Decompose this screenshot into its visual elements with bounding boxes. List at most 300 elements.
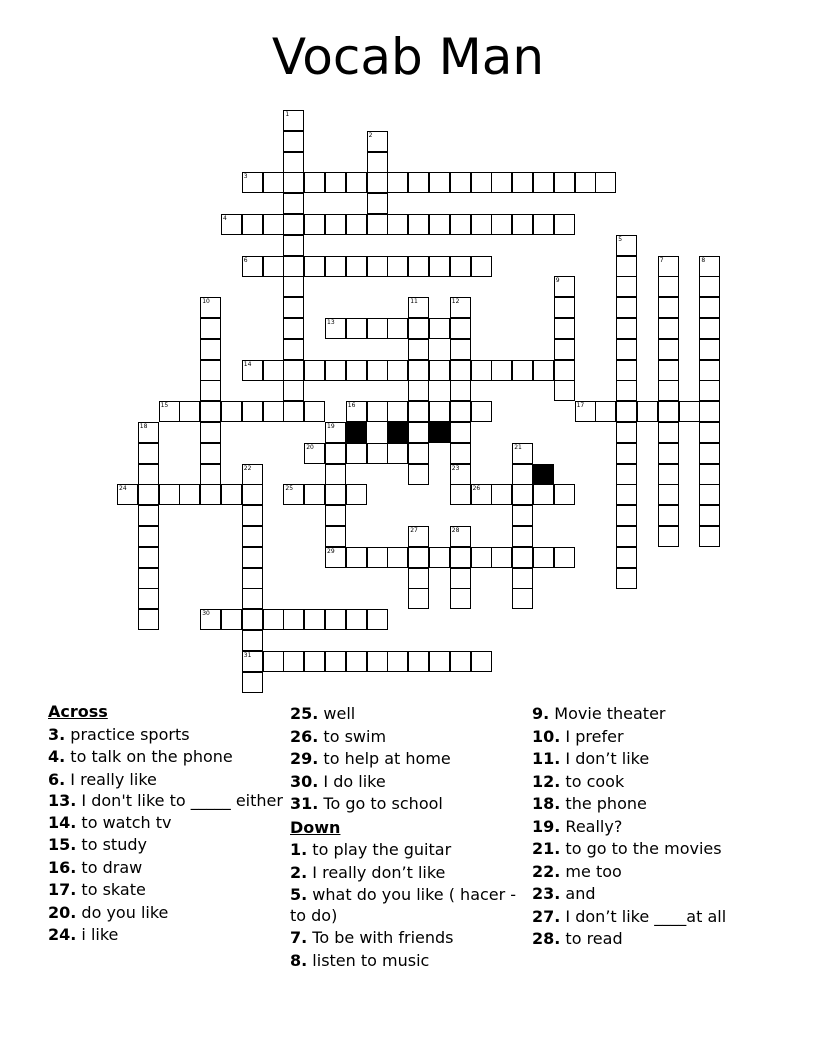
grid-cell[interactable] [138,568,159,589]
grid-cell[interactable] [346,651,367,672]
clue-text: I really don’t like [307,862,446,882]
grid-cell[interactable] [699,380,720,401]
grid-cell[interactable] [367,172,388,193]
grid-cell[interactable] [283,484,304,505]
clue-number-label: 11 [410,298,418,306]
grid-cell[interactable] [387,318,408,339]
clue-item [532,704,772,725]
clue-number-label: 3 [243,173,248,181]
grid-cell[interactable] [242,214,263,235]
grid-cell[interactable] [471,401,492,422]
grid-cell[interactable] [283,235,304,256]
grid-cell[interactable] [408,651,429,672]
grid-cell[interactable] [325,464,346,485]
grid-cell[interactable] [242,172,263,193]
grid-cell[interactable] [304,443,325,464]
clue-number: 3. [48,724,66,744]
grid-cell[interactable] [554,380,575,401]
grid-cell[interactable] [512,505,533,526]
clue-item [48,925,288,946]
grid-cell[interactable] [616,526,637,547]
grid-cell[interactable] [200,484,221,505]
clue-item [290,863,530,884]
grid-cell[interactable] [263,651,284,672]
grid-cell[interactable] [533,484,554,505]
grid-cell[interactable] [325,484,346,505]
grid-cell[interactable] [616,256,637,277]
grid-cell[interactable] [512,588,533,609]
grid-cell[interactable] [200,401,221,422]
grid-cell[interactable] [387,401,408,422]
grid-cell[interactable] [346,318,367,339]
grid-cell[interactable] [699,360,720,381]
grid-cell[interactable] [200,422,221,443]
grid-cell[interactable] [346,609,367,630]
clue-item [290,951,530,972]
grid-cell[interactable] [200,318,221,339]
grid-cell[interactable] [367,131,388,152]
grid-cell[interactable] [304,401,325,422]
grid-cell[interactable] [138,422,159,443]
grid-cell[interactable] [179,401,200,422]
grid-cell[interactable] [138,505,159,526]
clue-number-label: 6 [243,256,248,264]
grid-cell[interactable] [242,505,263,526]
grid-cell[interactable] [408,443,429,464]
clue-item [48,747,288,768]
grid-cell[interactable] [471,484,492,505]
grid-cell[interactable] [699,526,720,547]
grid-cell[interactable] [408,401,429,422]
grid-cell[interactable] [200,464,221,485]
grid-cell[interactable] [242,672,263,693]
grid-cell[interactable] [699,422,720,443]
grid-cell[interactable] [616,401,637,422]
black-cell [346,422,367,443]
grid-cell[interactable] [554,339,575,360]
clue-text: I really like [65,769,157,789]
grid-cell[interactable] [616,380,637,401]
clue-number-label: 28 [451,527,460,534]
grid-cell[interactable] [450,214,471,235]
grid-cell[interactable] [450,588,471,609]
grid-cell[interactable] [512,443,533,464]
grid-cell[interactable] [512,464,533,485]
grid-cell[interactable] [138,609,159,630]
grid-cell[interactable] [367,152,388,173]
grid-cell[interactable] [346,443,367,464]
grid-cell[interactable] [283,360,304,381]
grid-cell[interactable] [658,256,679,277]
grid-cell[interactable] [367,193,388,214]
grid-cell[interactable] [699,464,720,485]
grid-cell[interactable] [450,339,471,360]
grid-cell[interactable] [450,318,471,339]
grid-cell[interactable] [263,360,284,381]
grid-cell[interactable] [408,422,429,443]
grid-cell[interactable] [283,380,304,401]
grid-cell[interactable] [533,214,554,235]
grid-cell[interactable] [387,172,408,193]
grid-cell[interactable] [263,214,284,235]
grid-cell[interactable] [283,609,304,630]
grid-cell[interactable] [242,568,263,589]
grid-cell[interactable] [283,172,304,193]
grid-cell[interactable] [554,214,575,235]
grid-cell[interactable] [491,172,512,193]
grid-cell[interactable] [242,630,263,651]
grid-cell[interactable] [575,401,596,422]
grid-cell[interactable] [304,256,325,277]
grid-cell[interactable] [346,547,367,568]
clue-number: 20. [48,902,77,922]
grid-cell[interactable] [658,484,679,505]
grid-cell[interactable] [283,651,304,672]
grid-cell[interactable] [367,651,388,672]
grid-cell[interactable] [512,172,533,193]
grid-cell[interactable] [387,360,408,381]
grid-cell[interactable] [408,214,429,235]
clue-text: to skate [76,880,146,899]
grid-cell[interactable] [450,568,471,589]
grid-cell[interactable] [575,172,596,193]
grid-cell[interactable] [450,256,471,277]
grid-cell[interactable] [263,256,284,277]
grid-cell[interactable] [242,401,263,422]
grid-cell[interactable] [658,297,679,318]
grid-cell[interactable] [408,256,429,277]
grid-cell[interactable] [450,360,471,381]
grid-cell[interactable] [595,172,616,193]
grid-cell[interactable] [512,484,533,505]
grid-cell[interactable] [699,276,720,297]
grid-cell[interactable] [346,401,367,422]
grid-cell[interactable] [325,505,346,526]
grid-cell[interactable] [491,360,512,381]
grid-cell[interactable] [658,443,679,464]
grid-cell[interactable] [554,276,575,297]
grid-cell[interactable] [491,214,512,235]
grid-cell[interactable] [367,443,388,464]
grid-cell[interactable] [138,484,159,505]
grid-cell[interactable] [491,547,512,568]
grid-cell[interactable] [450,443,471,464]
grid-cell[interactable] [533,172,554,193]
grid-cell[interactable] [283,110,304,131]
clue-number-label: 31 [243,651,252,659]
grid-cell[interactable] [283,318,304,339]
grid-cell[interactable] [200,297,221,318]
grid-cell[interactable] [367,318,388,339]
grid-cell[interactable] [200,609,221,630]
grid-cell[interactable] [242,464,263,485]
clue-item [290,885,530,926]
grid-cell[interactable] [595,401,616,422]
grid-cell[interactable] [554,297,575,318]
grid-cell[interactable] [450,547,471,568]
grid-cell[interactable] [429,401,450,422]
clue-item [532,817,772,838]
grid-cell[interactable] [200,339,221,360]
grid-cell[interactable] [304,172,325,193]
grid-cell[interactable] [221,214,242,235]
grid-cell[interactable] [658,339,679,360]
grid-cell[interactable] [346,256,367,277]
grid-cell[interactable] [221,484,242,505]
grid-cell[interactable] [200,443,221,464]
grid-cell[interactable] [283,256,304,277]
grid-cell[interactable] [699,339,720,360]
clue-number: 15. [48,835,77,854]
grid-cell[interactable] [512,547,533,568]
grid-cell[interactable] [221,609,242,630]
grid-cell[interactable] [471,360,492,381]
grid-cell[interactable] [283,214,304,235]
grid-cell[interactable] [699,297,720,318]
clue-number-label: 9 [555,277,560,285]
grid-cell[interactable] [429,214,450,235]
grid-cell[interactable] [408,547,429,568]
grid-cell[interactable] [325,318,346,339]
grid-cell[interactable] [616,339,637,360]
grid-cell[interactable] [325,526,346,547]
grid-cell[interactable] [159,401,180,422]
grid-cell[interactable] [658,464,679,485]
grid-cell[interactable] [263,172,284,193]
clue-item [532,907,772,928]
grid-cell[interactable] [408,297,429,318]
grid-cell[interactable] [699,484,720,505]
grid-cell[interactable] [367,609,388,630]
grid-cell[interactable] [387,651,408,672]
grid-cell[interactable] [242,609,263,630]
grid-cell[interactable] [346,360,367,381]
grid-cell[interactable] [616,297,637,318]
grid-cell[interactable] [325,172,346,193]
grid-cell[interactable] [471,172,492,193]
clue-text: I don’t like [560,749,650,768]
grid-cell[interactable] [450,380,471,401]
grid-cell[interactable] [533,547,554,568]
grid-cell[interactable] [283,297,304,318]
grid-cell[interactable] [283,152,304,173]
grid-cell[interactable] [512,568,533,589]
grid-cell[interactable] [242,484,263,505]
grid-cell[interactable] [616,505,637,526]
grid-cell[interactable] [138,588,159,609]
grid-cell[interactable] [283,131,304,152]
grid-cell[interactable] [263,401,284,422]
grid-cell[interactable] [450,422,471,443]
clue-item [290,749,530,770]
grid-cell[interactable] [387,214,408,235]
grid-cell[interactable] [429,318,450,339]
clue-number: 18. [532,794,561,813]
grid-cell[interactable] [554,172,575,193]
grid-cell[interactable] [117,484,138,505]
grid-cell[interactable] [408,526,429,547]
clue-item [48,791,288,812]
grid-cell[interactable] [325,547,346,568]
grid-cell[interactable] [242,547,263,568]
grid-cell[interactable] [658,276,679,297]
grid-cell[interactable] [242,360,263,381]
grid-cell[interactable] [616,443,637,464]
grid-cell[interactable] [699,318,720,339]
grid-cell[interactable] [367,360,388,381]
clue-text: Really? [560,816,623,836]
grid-cell[interactable] [242,588,263,609]
grid-cell[interactable] [325,422,346,443]
grid-cell[interactable] [304,609,325,630]
grid-cell[interactable] [408,380,429,401]
grid-cell[interactable] [658,526,679,547]
grid-cell[interactable] [658,360,679,381]
clue-item [532,862,772,883]
grid-cell[interactable] [554,318,575,339]
grid-cell[interactable] [200,380,221,401]
grid-cell[interactable] [699,505,720,526]
grid-cell[interactable] [616,547,637,568]
grid-cell[interactable] [138,547,159,568]
grid-cell[interactable] [346,172,367,193]
grid-cell[interactable] [658,505,679,526]
grid-cell[interactable] [325,214,346,235]
grid-cell[interactable] [283,193,304,214]
grid-cell[interactable] [471,214,492,235]
grid-cell[interactable] [325,360,346,381]
grid-cell[interactable] [304,360,325,381]
grid-cell[interactable] [408,172,429,193]
grid-cell[interactable] [304,651,325,672]
grid-cell[interactable] [658,380,679,401]
grid-cell[interactable] [512,360,533,381]
grid-cell[interactable] [658,422,679,443]
grid-cell[interactable] [138,526,159,547]
grid-cell[interactable] [283,401,304,422]
grid-cell[interactable] [429,360,450,381]
grid-cell[interactable] [554,360,575,381]
grid-cell[interactable] [679,401,700,422]
grid-cell[interactable] [138,443,159,464]
clue-number-label: 18 [139,423,148,430]
grid-cell[interactable] [325,256,346,277]
grid-cell[interactable] [554,484,575,505]
grid-cell[interactable] [242,526,263,547]
grid-cell[interactable] [616,422,637,443]
grid-cell[interactable] [408,568,429,589]
grid-cell[interactable] [179,484,200,505]
grid-cell[interactable] [658,401,679,422]
grid-cell[interactable] [450,297,471,318]
grid-cell[interactable] [408,588,429,609]
grid-cell[interactable] [450,484,471,505]
grid-cell[interactable] [304,484,325,505]
grid-cell[interactable] [616,464,637,485]
grid-cell[interactable] [367,401,388,422]
clue-number-label: 4 [223,215,227,222]
clue-item [48,813,288,834]
grid-cell[interactable] [616,276,637,297]
grid-cell[interactable] [325,609,346,630]
puzzle-title: Vocab Man [271,28,545,86]
clue-text: what do you like ( hacer - to do) [290,885,517,925]
grid-cell[interactable] [304,214,325,235]
grid-cell[interactable] [221,401,242,422]
grid-cell[interactable] [533,360,554,381]
grid-cell[interactable] [471,256,492,277]
grid-cell[interactable] [616,360,637,381]
grid-cell[interactable] [429,547,450,568]
clue-number-label: 17 [576,402,585,410]
grid-cell[interactable] [471,651,492,672]
grid-cell[interactable] [283,276,304,297]
clue-text: I prefer [560,726,624,746]
grid-cell[interactable] [450,651,471,672]
clue-number-label: 12 [451,298,460,306]
grid-cell[interactable] [450,401,471,422]
grid-cell[interactable] [242,256,263,277]
clue-number: 17. [48,880,77,899]
grid-cell[interactable] [138,464,159,485]
grid-cell[interactable] [699,443,720,464]
grid-cell[interactable] [408,318,429,339]
grid-cell[interactable] [471,547,492,568]
grid-cell[interactable] [450,172,471,193]
grid-cell[interactable] [512,214,533,235]
grid-cell[interactable] [408,339,429,360]
grid-cell[interactable] [408,464,429,485]
grid-cell[interactable] [429,651,450,672]
grid-cell[interactable] [346,214,367,235]
clue-text: to study [76,835,147,854]
grid-cell[interactable] [450,464,471,485]
grid-cell[interactable] [325,651,346,672]
grid-cell[interactable] [699,401,720,422]
grid-cell[interactable] [616,235,637,256]
grid-cell[interactable] [616,484,637,505]
grid-cell[interactable] [429,256,450,277]
grid-cell[interactable] [200,360,221,381]
grid-cell[interactable] [283,339,304,360]
grid-cell[interactable] [242,651,263,672]
grid-cell[interactable] [512,526,533,547]
clue-number: 22. [532,861,561,881]
clue-text: listen to music [307,950,430,970]
grid-cell[interactable] [367,547,388,568]
clue-number-label: 7 [659,256,664,264]
grid-cell[interactable] [367,214,388,235]
grid-cell[interactable] [387,443,408,464]
grid-cell[interactable] [159,484,180,505]
grid-cell[interactable] [263,609,284,630]
grid-cell[interactable] [491,484,512,505]
grid-cell[interactable] [387,547,408,568]
grid-cell[interactable] [408,360,429,381]
grid-cell[interactable] [346,484,367,505]
grid-cell[interactable] [616,568,637,589]
grid-cell[interactable] [699,256,720,277]
grid-cell[interactable] [387,256,408,277]
grid-cell[interactable] [429,172,450,193]
grid-cell[interactable] [616,318,637,339]
grid-cell[interactable] [658,318,679,339]
grid-cell[interactable] [554,547,575,568]
grid-cell[interactable] [450,526,471,547]
grid-cell[interactable] [367,256,388,277]
grid-cell[interactable] [637,401,658,422]
grid-cell[interactable] [325,443,346,464]
